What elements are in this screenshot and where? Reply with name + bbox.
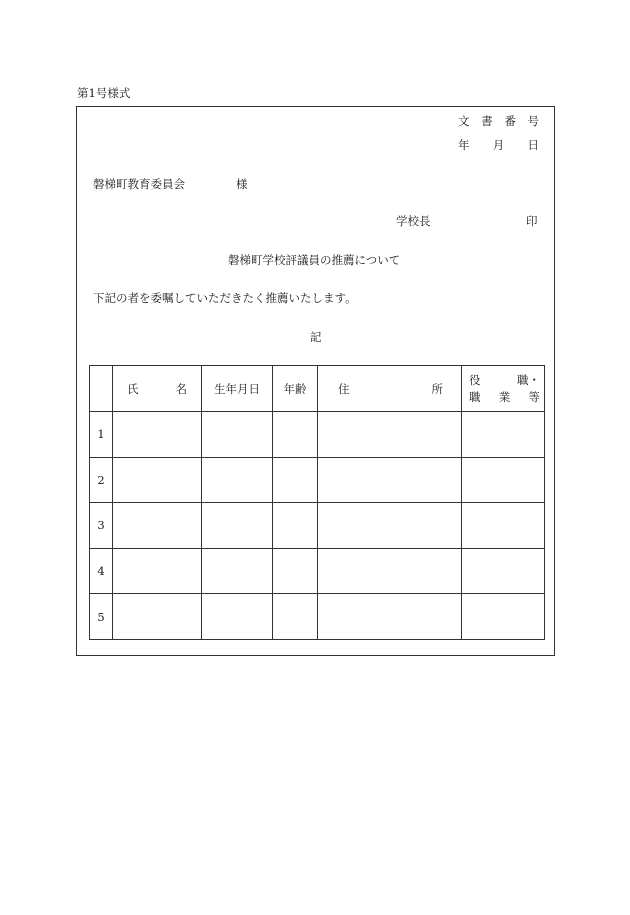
name-cell[interactable] bbox=[113, 503, 202, 549]
form-number: 第1号様式 bbox=[77, 86, 131, 100]
header-address-char: 所 bbox=[431, 381, 443, 396]
header-role-char: 職 bbox=[469, 389, 481, 404]
header-name-char: 名 bbox=[175, 381, 187, 396]
row-number: 2 bbox=[90, 457, 113, 503]
row-number: 3 bbox=[90, 503, 113, 549]
header-birthdate: 生年月日 bbox=[202, 366, 273, 412]
doc-number-char: 書 bbox=[481, 114, 493, 128]
addressee: 磐梯町教育委員会 bbox=[93, 177, 185, 191]
age-cell[interactable] bbox=[273, 503, 318, 549]
date-day: 日 bbox=[527, 138, 539, 152]
header-name-char: 氏 bbox=[127, 381, 139, 396]
header-role bbox=[462, 366, 545, 412]
role-cell[interactable] bbox=[462, 457, 545, 503]
doc-number-char: 文 bbox=[458, 114, 470, 128]
table-row bbox=[90, 457, 545, 503]
table-row bbox=[90, 412, 545, 458]
table-row bbox=[90, 503, 545, 549]
table-header-row bbox=[90, 366, 545, 412]
age-cell[interactable] bbox=[273, 548, 318, 594]
age-cell[interactable] bbox=[273, 412, 318, 458]
age-cell[interactable] bbox=[273, 457, 318, 503]
name-cell[interactable] bbox=[113, 457, 202, 503]
birthdate-cell[interactable] bbox=[202, 503, 273, 549]
header-age: 年齢 bbox=[273, 366, 318, 412]
birthdate-cell[interactable] bbox=[202, 457, 273, 503]
role-cell[interactable] bbox=[462, 548, 545, 594]
header-role-char: 職・ bbox=[517, 372, 540, 387]
date-year: 年 bbox=[458, 138, 470, 152]
role-cell[interactable] bbox=[462, 503, 545, 549]
subject-title: 磐梯町学校評議員の推薦について bbox=[228, 253, 401, 267]
address-cell[interactable] bbox=[318, 548, 462, 594]
nominee-table bbox=[89, 365, 545, 640]
seal-mark: 印 bbox=[526, 214, 538, 228]
header-address-char: 住 bbox=[338, 381, 350, 396]
table-row bbox=[90, 548, 545, 594]
role-cell[interactable] bbox=[462, 412, 545, 458]
header-address bbox=[318, 366, 462, 412]
address-cell[interactable] bbox=[318, 412, 462, 458]
role-cell[interactable] bbox=[462, 594, 545, 640]
age-cell[interactable] bbox=[273, 594, 318, 640]
name-cell[interactable] bbox=[113, 548, 202, 594]
birthdate-cell[interactable] bbox=[202, 548, 273, 594]
row-number: 1 bbox=[90, 412, 113, 458]
address-cell[interactable] bbox=[318, 594, 462, 640]
name-cell[interactable] bbox=[113, 412, 202, 458]
doc-number-char: 番 bbox=[504, 114, 516, 128]
sender-principal: 学校長 bbox=[396, 214, 431, 228]
header-role-char: 等 bbox=[528, 389, 540, 404]
birthdate-cell[interactable] bbox=[202, 594, 273, 640]
header-number-cell bbox=[90, 366, 113, 412]
honorific: 様 bbox=[236, 177, 248, 191]
row-number: 4 bbox=[90, 548, 113, 594]
address-cell[interactable] bbox=[318, 503, 462, 549]
ki-heading: 記 bbox=[310, 330, 322, 344]
table-row bbox=[90, 594, 545, 640]
birthdate-cell[interactable] bbox=[202, 412, 273, 458]
header-role-char: 役 bbox=[469, 372, 481, 387]
header-role-char: 業 bbox=[498, 389, 511, 404]
row-number: 5 bbox=[90, 594, 113, 640]
body-text: 下記の者を委嘱していただきたく推薦いたします。 bbox=[93, 291, 357, 305]
address-cell[interactable] bbox=[318, 457, 462, 503]
date-line bbox=[458, 137, 539, 153]
document-number-label bbox=[458, 113, 539, 129]
date-month: 月 bbox=[492, 138, 505, 152]
name-cell[interactable] bbox=[113, 594, 202, 640]
doc-number-char: 号 bbox=[527, 114, 539, 128]
header-name bbox=[113, 366, 202, 412]
